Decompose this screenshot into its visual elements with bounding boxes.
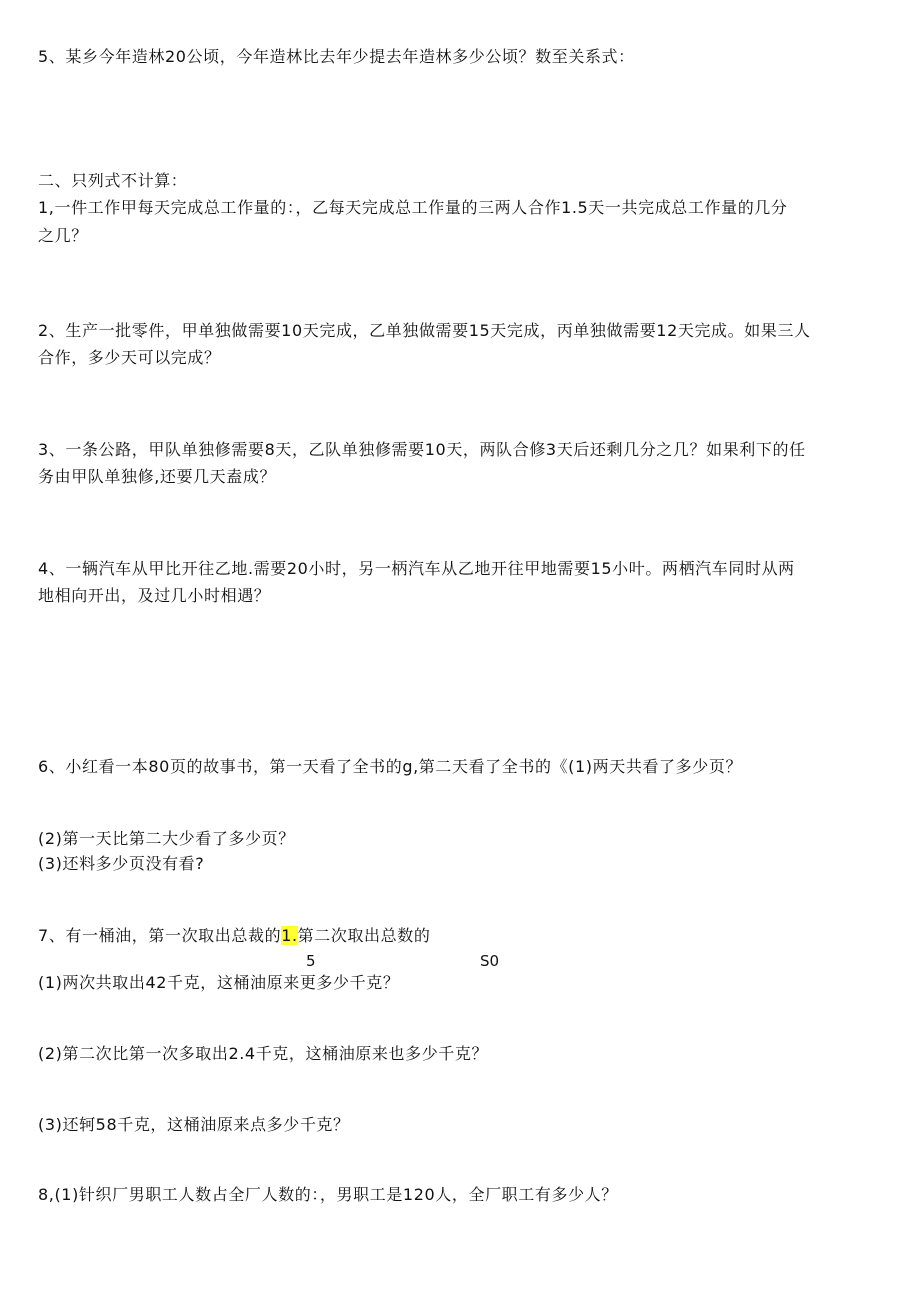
fraction-denominator-2: S0 bbox=[480, 952, 500, 970]
problem-6-line-3: (3)还料多少页没有看? bbox=[38, 854, 205, 873]
fraction-denominator-1: 5 bbox=[306, 952, 316, 970]
question-5: 5、某乡今年造林20公顷，今年造林比去年少提去年造林多少公顷？数至关系式： bbox=[38, 47, 635, 66]
problem-7-part-3: (3)还轲58千克，这桶油原来点多少千克？ bbox=[38, 1115, 350, 1134]
problem-4-line-1: 4、一辆汽车从甲比开往乙地.需要20小时，另一柄汽车从乙地开往甲地需要15小叶。两栖汽车同时从两 bbox=[38, 559, 795, 578]
problem-3-line-2: 务由甲队单独修,还要几天盍成？ bbox=[38, 467, 277, 486]
problem-7-line-1 bbox=[38, 925, 430, 947]
problem-1-line-1: 1,一件工作甲每天完成总工作量的：，乙每天完成总工作量的三两人合作1.5天一共完成总工作量的几分 bbox=[38, 198, 788, 217]
problem-7-text-start: 7、有一桶油，第一次取出总裁的 bbox=[38, 926, 282, 945]
problem-2-line-1: 2、生产一批零件，甲单独做需要10天完成，乙单独做需要15天完成，丙单独做需要12天完成。如果三人 bbox=[38, 321, 811, 340]
problem-6-line-1: 6、小红看一本80页的故事书，第一天看了全书的g,第二天看了全书的《(1)两天共看了多少页？ bbox=[38, 757, 743, 776]
problem-7-part-1: (1)两次共取出42千克，这桶油原来更多少千克？ bbox=[38, 973, 400, 992]
problem-3-line-1: 3、一条公路，甲队单独修需要8天，乙队单独修需要10天，两队合修3天后还剩几分之几？如果利下的任 bbox=[38, 440, 806, 459]
problem-6-line-2: (2)第一天比第二大少看了多少页？ bbox=[38, 829, 295, 848]
problem-1-line-2: 之几？ bbox=[38, 226, 88, 245]
problem-7-text-end: 第二次取出总数的 bbox=[297, 926, 431, 945]
problem-2-line-2: 合作，多少天可以完成？ bbox=[38, 348, 221, 367]
problem-7-part-2: (2)第二次比第一次多取出2.4千克，这桶油原来也多少千克？ bbox=[38, 1044, 489, 1063]
problem-4-line-2: 地相向开出，及过几小时相遇？ bbox=[38, 586, 271, 605]
highlighted-fraction: 1. bbox=[281, 926, 298, 945]
section-heading-2: 二、只列式不计算： bbox=[38, 171, 188, 190]
problem-8: 8,(1)针织厂男职工人数占全厂人数的：，男职工是120人，全厂职工有多少人？ bbox=[38, 1185, 618, 1204]
